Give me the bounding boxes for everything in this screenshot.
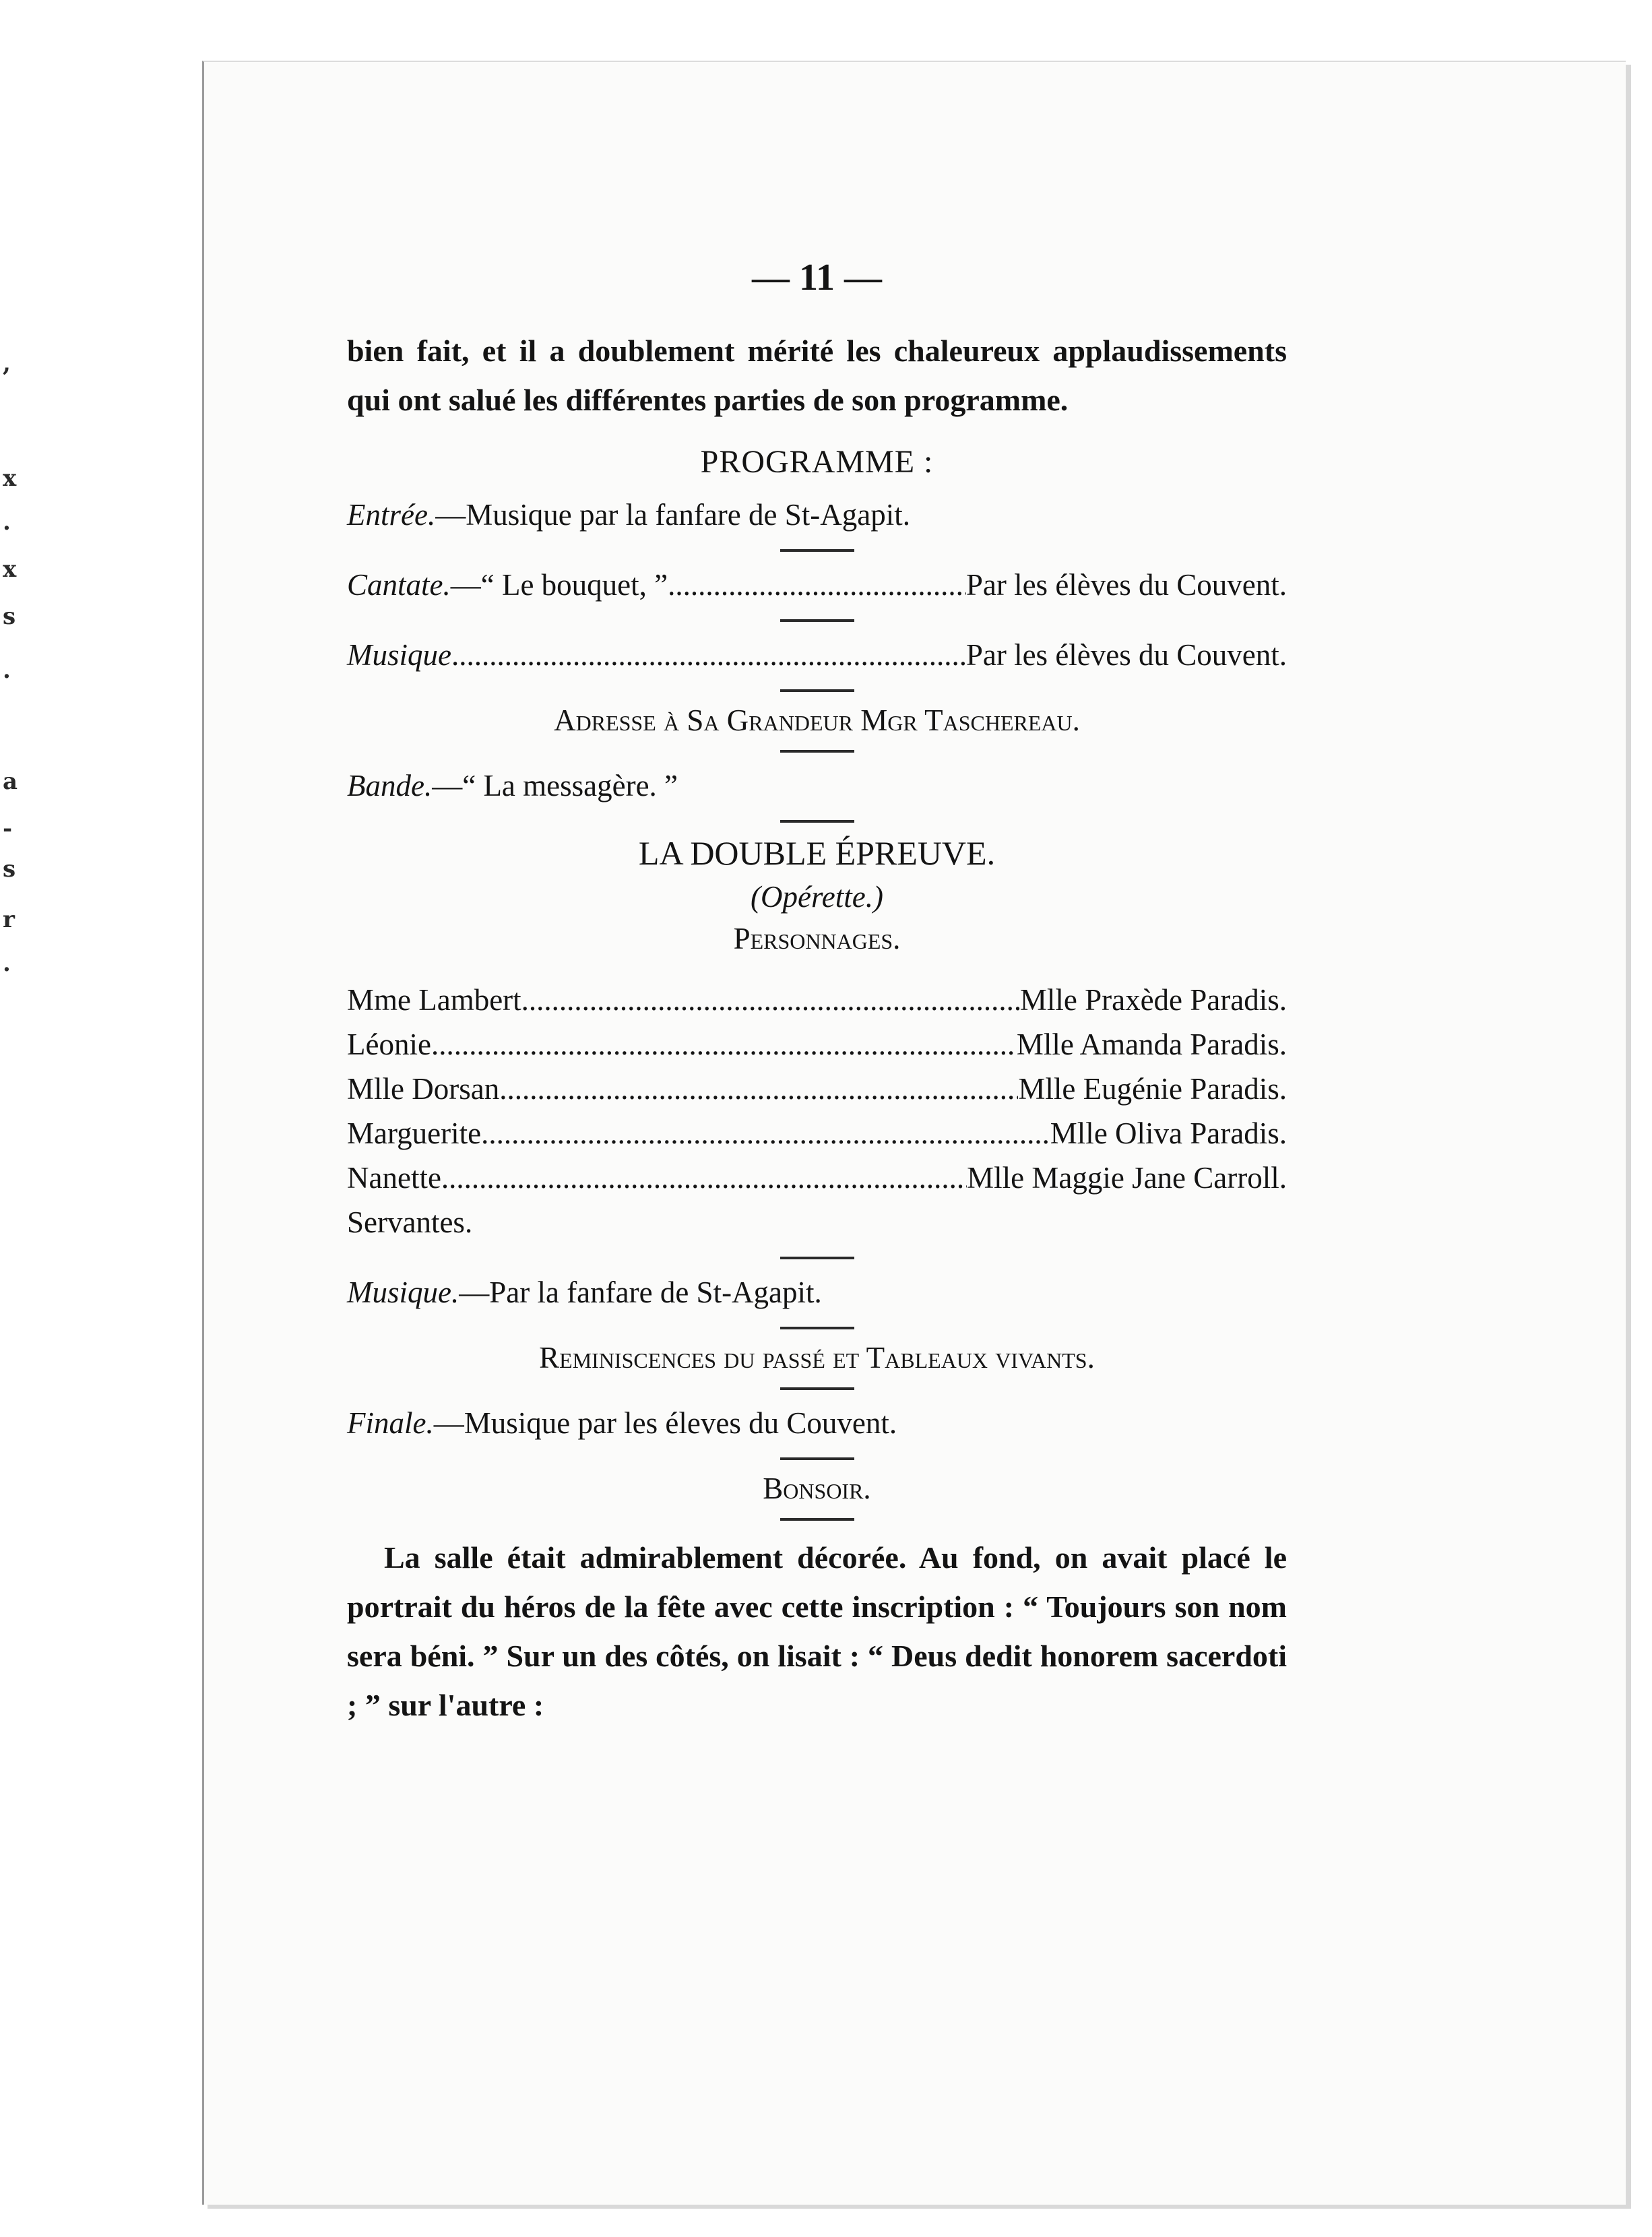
cast-role: Marguerite <box>347 1116 482 1150</box>
cast-actor: Mlle Praxède Paradis. <box>1019 983 1287 1017</box>
separator-rule <box>780 1457 854 1460</box>
leader-dots <box>521 978 1020 1022</box>
cast-row <box>347 1067 1287 1111</box>
entry-right: Par les élèves du Couvent. <box>965 568 1287 602</box>
servants: Servantes. <box>347 1205 473 1239</box>
separator-rule <box>780 619 854 622</box>
entry-label: Bande. <box>347 769 433 802</box>
entry-sep: — <box>435 498 466 532</box>
intro-paragraph: bien fait, et il a doublement mérité les chaleureux applaudissements qui ont salué les différentes parties de son programme. <box>347 334 1287 417</box>
separator-rule <box>780 820 854 823</box>
entry-text: Par la fanfare de St-Agapit. <box>489 1275 822 1309</box>
bleed-char: . <box>3 950 11 977</box>
program-heading: PROGRAMME : <box>700 444 934 480</box>
entry-text: “ La messagère. ” <box>462 769 678 802</box>
cast-row <box>347 1156 1287 1200</box>
musique-entry <box>347 1270 1287 1315</box>
entry-sep: — <box>459 1275 490 1309</box>
separator-rule <box>780 689 854 692</box>
program-entry <box>347 633 1287 677</box>
cast-list <box>347 978 1287 1244</box>
program-entry <box>347 563 1287 607</box>
separator-rule <box>780 549 854 552</box>
bleed-char: x <box>3 465 17 492</box>
cast-row <box>347 1111 1287 1156</box>
cast-row <box>347 978 1287 1022</box>
bleed-char: s <box>3 603 16 630</box>
entry-right: Par les élèves du Couvent. <box>965 638 1287 672</box>
separator-rule <box>780 1257 854 1259</box>
cast-heading: Personnages. <box>733 922 901 955</box>
leader-dots <box>668 563 966 607</box>
entry-sep: — <box>432 769 463 802</box>
separator-rule <box>780 1518 854 1521</box>
leader-dots <box>441 1156 967 1200</box>
entry-sep: — <box>450 568 481 602</box>
closing-paragraph: La salle était admirablement décorée. Au fond, on avait placé le portrait du héros de la fête avec cette inscription : “ Toujours son nom sera béni. ” Sur un des côtés, on lisait : “ Deus dedit honorem sacerdoti ; ” sur l'autre : <box>347 1540 1287 1722</box>
operetta-subtitle: (Opérette.) <box>751 880 883 914</box>
bleed-char: r <box>3 906 15 933</box>
bleed-char: . <box>3 657 11 684</box>
bleed-char: , <box>3 350 11 377</box>
bande-entry <box>347 763 1287 808</box>
address-heading: Adresse à Sa Grandeur Mgr Taschereau. <box>554 703 1080 737</box>
leader-dots <box>499 1067 1018 1111</box>
cast-role: Mme Lambert <box>347 983 521 1017</box>
page-number: — 11 — <box>752 257 882 298</box>
bleed-char: a <box>3 768 18 795</box>
program-entry <box>347 493 1287 537</box>
operetta-title: LA DOUBLE ÉPREUVE. <box>638 834 996 872</box>
cast-row <box>347 1022 1287 1067</box>
entry-label: Musique <box>347 638 451 672</box>
bleed-char: - <box>3 815 13 842</box>
bleed-char: . <box>3 509 11 536</box>
entry-label: Finale. <box>347 1406 434 1440</box>
bonsoir-heading: Bonsoir. <box>763 1472 871 1505</box>
cast-actor: Mlle Maggie Jane Carroll. <box>967 1161 1287 1195</box>
cast-role: Léonie <box>347 1028 431 1061</box>
page-content <box>347 256 1287 1730</box>
entry-label: Entrée. <box>347 498 436 532</box>
entry-sep: — <box>433 1406 464 1440</box>
left-page-bleed <box>0 0 27 2237</box>
separator-rule <box>780 1327 854 1329</box>
cast-actor: Mlle Eugénie Paradis. <box>1018 1072 1287 1106</box>
entry-label: Musique. <box>347 1275 459 1309</box>
cast-actor: Mlle Amanda Paradis. <box>1016 1028 1287 1061</box>
leader-dots <box>481 1111 1050 1156</box>
entry-text: Musique par la fanfare de St-Agapit. <box>466 498 910 532</box>
leader-dots <box>431 1022 1017 1067</box>
entry-text: “ Le bouquet, ” <box>480 568 668 602</box>
cast-actor: Mlle Oliva Paradis. <box>1050 1116 1287 1150</box>
cast-role: Mlle Dorsan <box>347 1072 500 1106</box>
separator-rule <box>780 750 854 753</box>
leader-dots <box>451 633 966 677</box>
bleed-char: x <box>3 556 17 583</box>
reminiscences-heading: Reminiscences du passé et Tableaux vivants. <box>539 1341 1095 1375</box>
entry-text: Musique par les éleves du Couvent. <box>464 1406 897 1440</box>
separator-rule <box>780 1387 854 1390</box>
servants-line <box>347 1200 1287 1244</box>
cast-role: Nanette <box>347 1161 441 1195</box>
finale-entry <box>347 1401 1287 1445</box>
entry-label: Cantate. <box>347 568 451 602</box>
bleed-char: s <box>3 856 16 883</box>
